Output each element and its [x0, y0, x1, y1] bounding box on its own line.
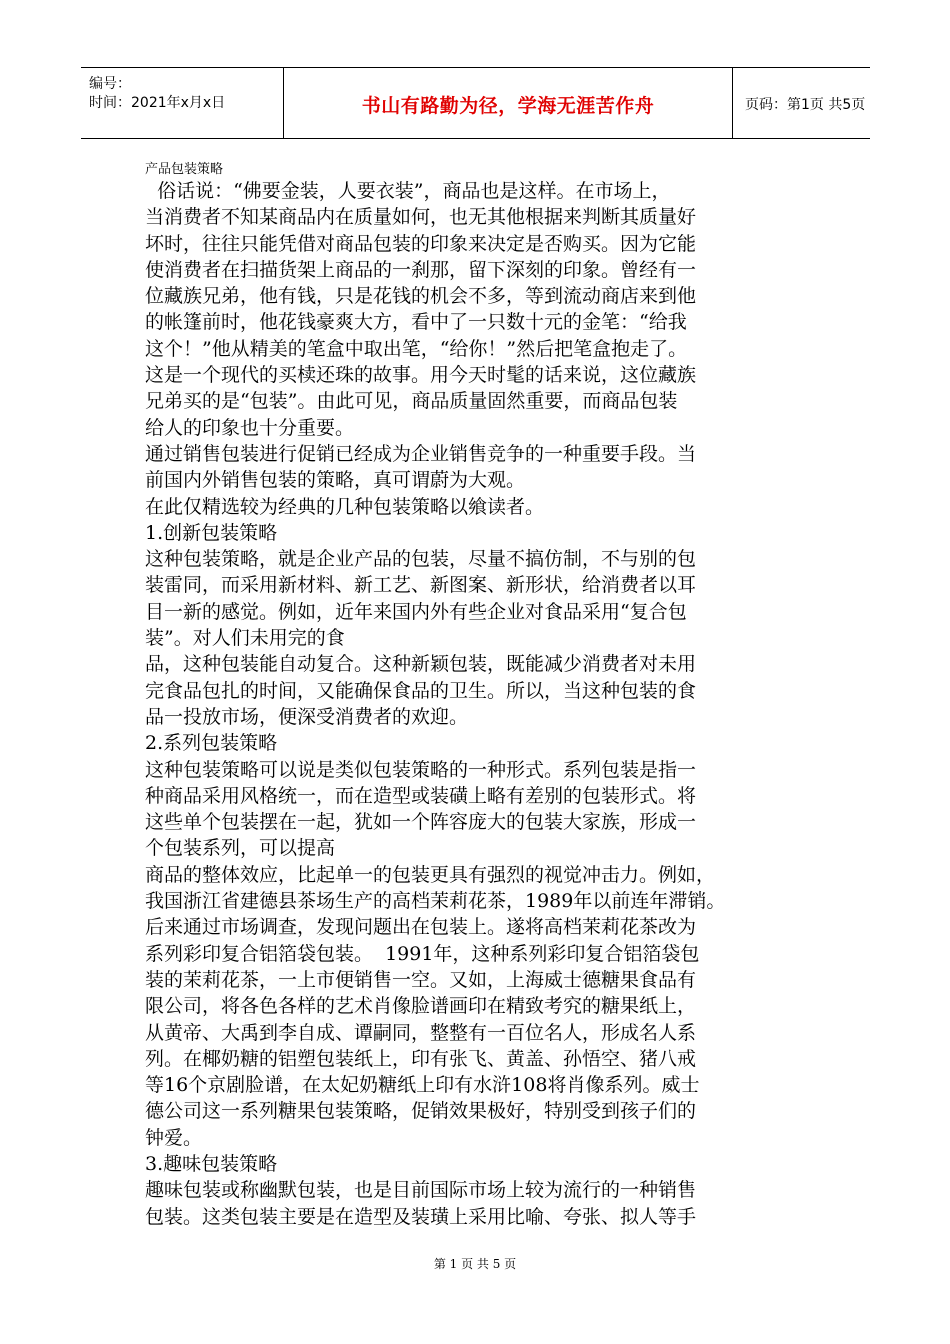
body-line: 限公司，将各色各样的艺术肖像脸谱画印在精致考究的糖果纸上， [145, 995, 697, 1018]
body-line: 2.系列包装策略 [145, 732, 278, 755]
body-line: 后来通过市场调查，发现问题出在包装上。遂将高档茉莉花茶改为 [145, 916, 697, 939]
body-line: 目一新的感觉。例如，近年来国内外有些企业对食品采用“复合包 [145, 600, 687, 623]
body-line: 坏时，往往只能凭借对商品包装的印象来决定是否购买。因为它能 [145, 232, 697, 255]
page-footer: 第 1 页 共 5 页 [433, 1257, 517, 1271]
body-line: 这是一个现代的买椟还珠的故事。用今天时髦的话来说，这位藏族 [145, 364, 697, 387]
header-page-number: 页码：第1页 共5页 [745, 97, 866, 113]
body-line: 这些单个包装摆在一起，犹如一个阵容庞大的包装大家族，形成一 [145, 811, 697, 834]
body-line: 包装。这类包装主要是在造型及装璜上采用比喻、夸张、拟人等手 [145, 1205, 697, 1228]
body-line: 兄弟买的是“包装”。由此可见，商品质量固然重要，而商品包装 [145, 390, 678, 413]
document-title: 产品包装策略 [145, 162, 224, 177]
body-line: 商品的整体效应，比起单一的包装更具有强烈的视觉冲击力。例如， [145, 863, 716, 886]
body-line: 的帐篷前时，他花钱豪爽大方，看中了一只数十元的金笔：“给我 [145, 311, 687, 334]
body-line: 装的茉莉花茶，一上市便销售一空。又如，上海威士德糖果食品有 [145, 968, 697, 991]
body-line: 品一投放市场，便深受消费者的欢迎。 [145, 705, 469, 728]
body-line: 系列彩印复合铝箔袋包装。 1991年，这种系列彩印复合铝箔袋包 [145, 942, 700, 965]
document-number-label: 编号： [89, 76, 131, 92]
body-line: 俗话说：“佛要金装，人要衣装”，商品也是这样。在市场上， [145, 180, 671, 202]
header-page-cell [733, 68, 870, 138]
body-line: 趣味包装或称幽默包装，也是目前国际市场上较为流行的一种销售 [145, 1179, 697, 1202]
body-line: 通过销售包装进行促销已经成为企业销售竞争的一种重要手段。当 [145, 442, 697, 465]
body-line: 品，这种包装能自动复合。这种新颖包装，既能减少消费者对未用 [145, 653, 697, 676]
body-line: 德公司这一系列糖果包装策略，促销效果极好，特别受到孩子们的 [145, 1100, 697, 1123]
body-line: 从黄帝、大禹到李自成、谭嗣同，整整有一百位名人，形成名人系 [145, 1021, 697, 1044]
document-body [145, 178, 825, 1230]
body-line: 使消费者在扫描货架上商品的一刹那，留下深刻的印象。曾经有一 [145, 258, 697, 281]
header-motto-cell [284, 68, 733, 138]
body-line: 这种包装策略可以说是类似包装策略的一种形式。系列包装是指一 [145, 758, 697, 781]
body-line: 在此仅精选较为经典的几种包装策略以飨读者。 [145, 495, 545, 518]
body-line: 我国浙江省建德县茶场生产的高档茉莉花茶，1989年以前连年滞销。 [145, 890, 726, 913]
body-line: 个包装系列，可以提高 [145, 837, 336, 860]
body-line: 等16个京剧脸谱，在太妃奶糖纸上印有水浒108将肖像系列。威士 [145, 1074, 700, 1097]
body-line: 给人的印象也十分重要。 [145, 416, 355, 439]
body-line: 完食品包扎的时间，又能确保食品的卫生。所以，当这种包装的食 [145, 679, 697, 702]
header-info-cell [81, 68, 284, 138]
body-line: 种商品采用风格统一，而在造型或装磺上略有差别的包装形式。将 [145, 784, 697, 807]
body-line: 位藏族兄弟，他有钱，只是花钱的机会不多，等到流动商店来到他 [145, 285, 697, 308]
body-line: 这种包装策略，就是企业产品的包装，尽量不搞仿制，不与别的包 [145, 548, 697, 571]
body-line: 1.创新包装策略 [145, 521, 278, 544]
body-line: 这个！”他从精美的笔盒中取出笔，“给你！”然后把笔盒抱走了。 [145, 337, 688, 360]
body-line: 装”。对人们未用完的食 [145, 627, 345, 650]
body-line: 前国内外销售包装的策略，真可谓蔚为大观。 [145, 469, 526, 492]
body-line: 3.趣味包装策略 [145, 1152, 278, 1175]
document-time-label: 时间：2021年x月x日 [89, 95, 226, 111]
body-line: 钟爱。 [145, 1126, 203, 1149]
body-line: 当消费者不知某商品内在质量如何，也无其他根据来判断其质量好 [145, 206, 697, 229]
body-line: 装雷同，而采用新材料、新工艺、新图案、新形状，给消费者以耳 [145, 574, 697, 597]
page-header [81, 67, 870, 139]
header-motto: 书山有路勤为径，学海无涯苦作舟 [361, 95, 655, 117]
body-line: 列。在椰奶糖的铝塑包装纸上，印有张飞、黄盖、孙悟空、猪八戒 [145, 1047, 697, 1070]
